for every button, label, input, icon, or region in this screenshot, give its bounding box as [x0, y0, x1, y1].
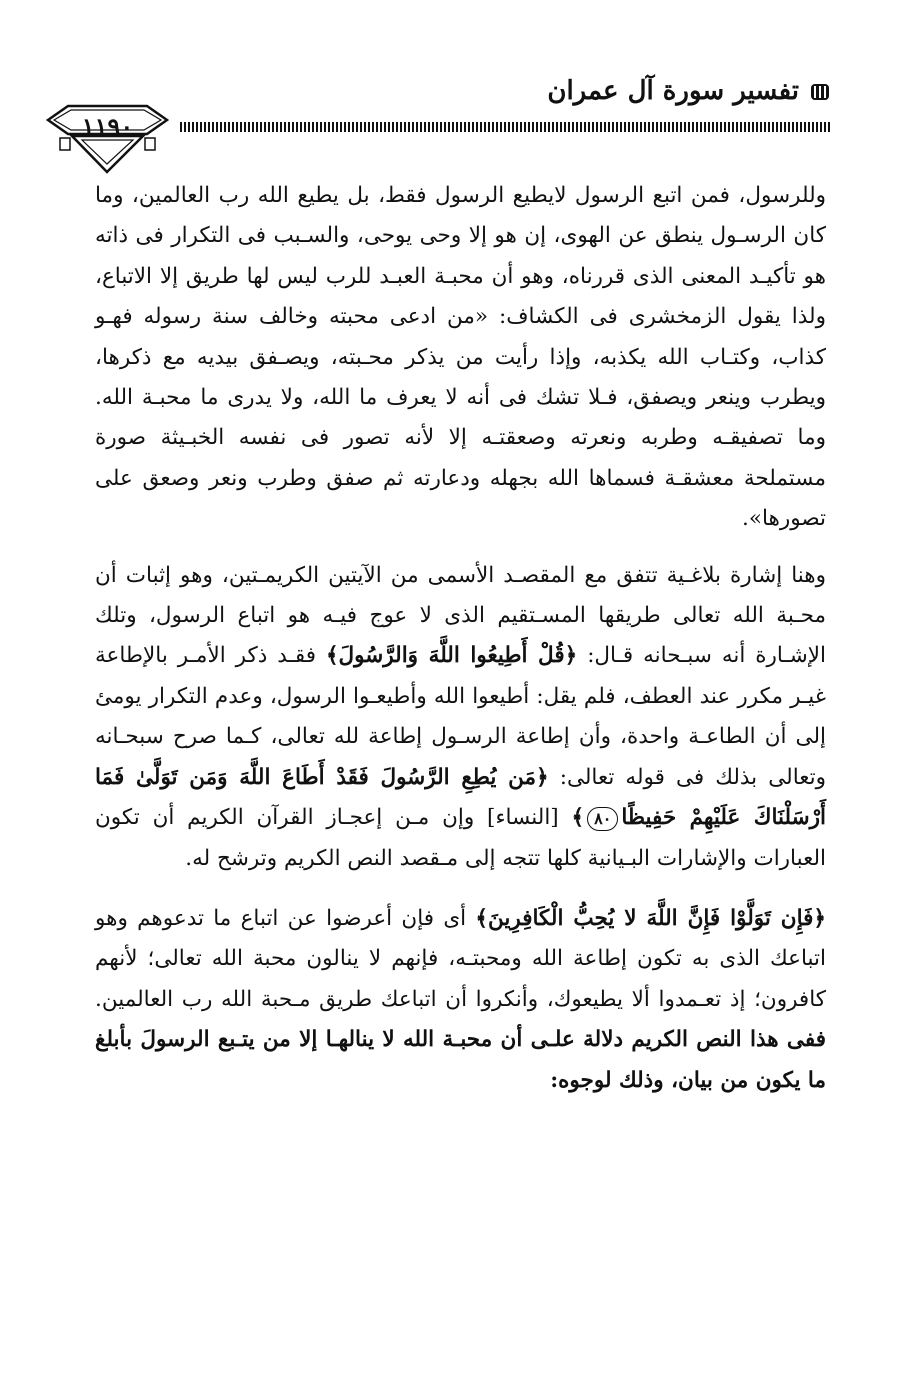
paragraph-2-text-1: وهنا إشارة بلاغـية تتفق مع المقصـد الأسمى من الآيتين الكريمـتين، وهو إثبات أن محـبة الله تعالى طريقها المسـتقيم الذى لا عوج فيـه هو اتباع الرسول، وتلك الإشـارة أنه سبـحانه قـال:	[95, 562, 827, 669]
page-header	[60, 62, 831, 182]
page-number: ١١٩٠	[81, 112, 134, 141]
paragraph-2	[95, 556, 826, 879]
paragraph-1: وللرسول، فمن اتبع الرسول لايطيع الرسول فقط، بل يطيع الله رب العالمين، وما كان الرسـول ينطق عن الهوى، إن هو إلا وحى يوحى، والسـبب فى التكرار فى ذاته هو تأكيـد المعنى الذى قررناه، وهو أن محبـة العبـد للرب ليس لها طريق إلا الاتباع، ولذا يقول الزمخشرى فى الكشاف: «من ادعى محبته وخالف سنة رسوله فهـو كذاب، وكتـاب الله يكذبه، وإذا رأيت من يذكر محـبته، ويصـفق بيديه مع ذكرها، ويطرب وينعر ويصفق، فـلا تشك فى أنه لا يعرف ما الله، ولا يدرى ما محبـة الله. وما تصفيقـه وطربه ونعرته وصعقتـه إلا لأنه تصور فى نفسه الخبـيثة صورة مستملحة معشقـة فسماها الله بجهله ودعارته ثم صفق وطرب ونعر وصعق على تصورها».	[95, 183, 826, 532]
running-title	[547, 76, 831, 106]
paragraph-2-text-2: فقـد ذكر الأمـر بالإطاعة غيـر مكرر عند العطف، فلم يقل: أطيعوا الله وأطيعـوا الرسول، وعدم التكرار يومئ إلى أن الطاعـة واحدة، وأن إطاعة الرسـول إطاعة لله تعالى، كـما صرح سبحـانه وتعالى بذلك فى قوله تعالى:	[95, 643, 826, 790]
paragraph-3	[95, 899, 826, 1101]
quran-quote-3: ﴿فَإِن تَوَلَّوْا فَإِنَّ اللَّهَ لا يُحِبُّ الْكَافِرِينَ﴾	[475, 905, 826, 931]
paragraph-2-text-3: [النساء] وإن مـن إعجـاز القرآن الكريم أن تكون العبارات والإشارات البـيانية كلها تتجه إلى مـقصد النص الكريم وترشح له.	[95, 805, 826, 871]
paragraph-3-bold-text: ففى هذا النص الكريم دلالة علـى أن محبـة الله لا ينالهـا إلا من يتـبع الرسولَ بأبلغ ما يكون من بيان، وذلك لوجوه:	[95, 1027, 826, 1093]
ayah-number-marker: ٨٠	[587, 807, 618, 831]
flower-ornament-icon	[809, 80, 831, 102]
quran-quote-1: ﴿قُلْ أَطِيعُوا اللَّهَ وَالرَّسُولَ﴾	[325, 643, 578, 669]
paragraph-3-text-1: أى فإن أعرضوا عن اتباع ما تدعوهم وهو اتباعك الذى به تكون إطاعة الله ومحبتـه، فإنهم لا ينالون محبة الله تعالى؛ لأنهم كافرون؛ إذ تعـمدوا ألا يطيعوك، وأنكروا أن اتباعك طريق مـحبة الله رب العالمين.	[95, 905, 826, 1012]
running-title-text: تفسير سورة آل عمران	[547, 76, 799, 106]
main-text	[95, 176, 826, 1101]
header-rule	[180, 122, 831, 132]
quran-quote-2-close: ﴾	[571, 805, 585, 831]
quran-quote-2: ﴿مَن يُطِعِ الرَّسُولَ فَقَدْ أَطَاعَ اللَّهَ وَمَن تَوَلَّىٰ فَمَا أَرْسَلْنَاكَ عَلَيْهِمْ حَفِيظًا	[95, 764, 826, 831]
page-number-badge	[40, 98, 175, 178]
